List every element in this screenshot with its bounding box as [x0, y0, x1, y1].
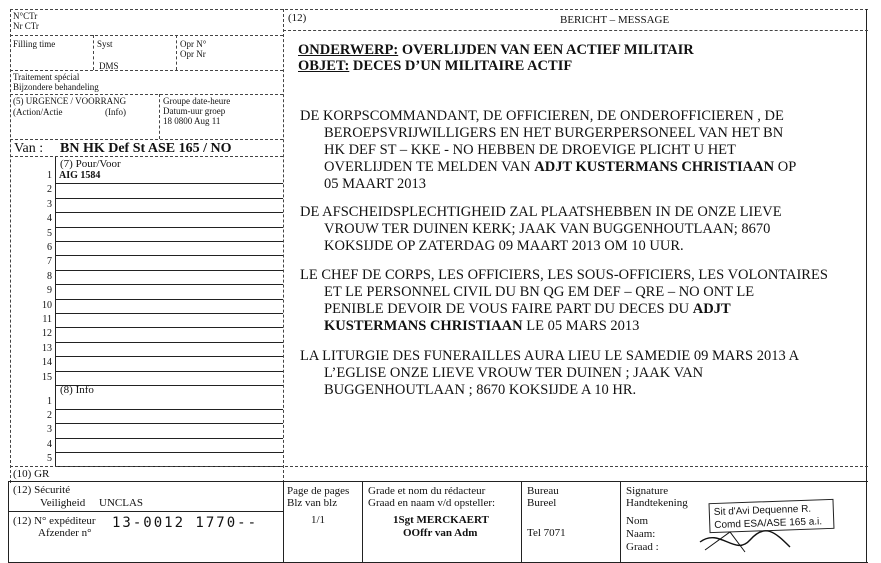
info-row-number: 3 [47, 424, 52, 436]
deceased-name-fr: KUSTERMANS CHRISTIAAN [324, 318, 523, 334]
naam-label: Naam: [626, 528, 656, 540]
to-row-line [55, 183, 283, 184]
info-row-number: 4 [47, 438, 52, 450]
to-row-number: 13 [42, 342, 52, 354]
to-row-number: 1 [47, 170, 52, 181]
to-row-number: 14 [42, 357, 52, 369]
to-row-number: 9 [47, 285, 52, 297]
to-row-line [55, 198, 283, 199]
urgence-label: (5) URGENCE / VOORRANG [13, 96, 127, 106]
top-border [10, 9, 868, 10]
message-number: (12) [288, 12, 307, 24]
info-row-line [55, 452, 283, 453]
subject-nl: ONDERWERP: OVERLIJDEN VAN EEN ACTIEF MILITAIR [298, 42, 694, 58]
to-row-line [55, 299, 283, 300]
veiligheid-label: Veiligheid [40, 497, 86, 509]
expediteur-number: 13-0012 1770-- [112, 515, 259, 531]
expediteur-label: (12) N° expéditeur [13, 515, 96, 527]
paragraph-3: LE CHEF DE CORPS, LES OFFICIERS, LES SOUS-OFFICIERS, LES VOLONTAIRES ET LE PERSONNEL CIVIL DU BN QG EM DEF – QRE – NO ONT LE PENIBLE DEVOIR DE VOUS FAIRE PART DU DECES DU ADJT KUSTERMANS CHRISTIAAN LE 05 MARS 2013 [300, 267, 828, 334]
nom-label: Nom [626, 515, 648, 527]
deceased-name-nl: ADJT KUSTERMANS CHRISTIAAN [534, 159, 775, 175]
to-row-number: 8 [47, 270, 52, 282]
to-row-line [55, 227, 283, 228]
dms-label: DMS [99, 61, 119, 71]
redacteur-name: 1Sgt MERCKAERT [393, 514, 489, 526]
info-row-line [55, 409, 283, 410]
tel-value: Tel 7071 [527, 527, 566, 539]
action-label: (Action/Actie [13, 107, 63, 117]
to-row-line [55, 255, 283, 256]
info-row-number: 2 [47, 410, 52, 422]
to-row-number: 4 [47, 213, 52, 225]
message-title: BERICHT – MESSAGE [560, 14, 670, 26]
info-row-number: 5 [47, 452, 52, 464]
graad-label: Graad : [626, 541, 659, 553]
syst-label: Syst [97, 39, 113, 49]
afzender-label: Afzender n° [38, 527, 92, 539]
to-row-line [55, 212, 283, 213]
signature-label: Signature Handtekening [626, 485, 688, 509]
dtg-label: Groupe date-heure Datum-uur groep 18 0800 Aug 11 [163, 96, 231, 126]
paragraph-1: DE KORPSCOMMANDANT, DE OFFICIEREN, DE ONDEROFFICIEREN , DE BEROEPSVRIJWILLIGERS EN HET BURGERPERSONEEL VAN HET BN HK DEF ST – KKE - NO HEBBEN DE DROEVIGE PLICHT U HET OVERLIJDEN TE MELDEN VAN ADJT KUSTERMANS CHRISTIAAN OP 05 MAART 2013 [300, 108, 797, 192]
gr-label: (10) GR [13, 468, 50, 480]
redacteur-label: Grade et nom du rédacteur Graad en naam v/d opsteller: [368, 485, 496, 509]
pages-value: 1/1 [311, 514, 326, 526]
signature-scribble [690, 522, 810, 562]
to-row-number: 7 [47, 256, 52, 268]
pages-label: Page de pages Blz van blz [287, 485, 350, 509]
to-row-number: 11 [42, 314, 52, 325]
to-row-line [55, 284, 283, 285]
van-value: BN HK Def St ASE 165 / NO [60, 141, 232, 156]
to-row-line [55, 356, 283, 357]
to-row-line [55, 327, 283, 328]
van-label: Van : [14, 141, 44, 156]
left-border [10, 9, 11, 483]
to-row-number: 2 [47, 184, 52, 196]
to-row-line [55, 371, 283, 372]
info-row-number: 1 [47, 396, 52, 407]
info-row-line [55, 438, 283, 439]
paragraph-2: DE AFSCHEIDSPLECHTIGHEID ZAL PLAATSHEBBEN IN DE ONZE LIEVE VROUW TER DUINEN KERK; JAAK VAN BUGGENHOUTLAAN; 8670 KOKSIJDE OP ZATERDAG 09 MAART 2013 OM 10 UUR. [300, 204, 782, 254]
to-row-number: 3 [47, 198, 52, 210]
to-row-line [55, 241, 283, 242]
subject-fr: OBJET: DECES D’UN MILITAIRE ACTIF [298, 58, 573, 74]
redacteur-unit: OOffr van Adm [403, 527, 478, 539]
securite-label: (12) Sécurité [13, 484, 71, 496]
nrctr-label: N°CTr Nr CTr [13, 11, 39, 31]
info-section-label: (8) Info [60, 384, 94, 396]
info-grid-vline [55, 384, 56, 466]
traitement-label: Traitement spécial Bijzondere behandeling [13, 72, 99, 92]
to-row-number: 10 [42, 299, 52, 311]
to-row-line [55, 342, 283, 343]
official-stamp: Sit d'Avi Dequenne R. Comd ESA/ASE 165 a.i. [709, 499, 835, 533]
to-row-number: 12 [42, 328, 52, 340]
to-row-number: 5 [47, 227, 52, 239]
to-row-number: 6 [47, 242, 52, 253]
to-grid-vline [55, 157, 56, 385]
to-row-value: AIG 1584 [59, 170, 101, 181]
info-label: (Info) [105, 107, 126, 117]
right-border [866, 9, 867, 483]
classification-value: UNCLAS [99, 497, 144, 509]
paragraph-4: LA LITURGIE DES FUNERAILLES AURA LIEU LE SAMEDIE 09 MARS 2013 A L’EGLISE ONZE LIEVE VROUW TER DUINEN ; JAAK VAN BUGGENHOUTLAAN ; 8670 KOKSIJDE A 10 HR. [300, 348, 800, 398]
to-row-line [55, 313, 283, 314]
opr-label: Opr N° Opr Nr [180, 39, 207, 59]
filing-time-label: Filling time [13, 39, 56, 49]
pour-voor-label: (7) Pour/Voor [60, 158, 121, 170]
bureau-label: Bureau Bureel [527, 485, 559, 509]
to-row-line [55, 270, 283, 271]
to-row-number: 15 [42, 371, 52, 383]
info-row-line [55, 423, 283, 424]
center-divider [283, 9, 284, 483]
